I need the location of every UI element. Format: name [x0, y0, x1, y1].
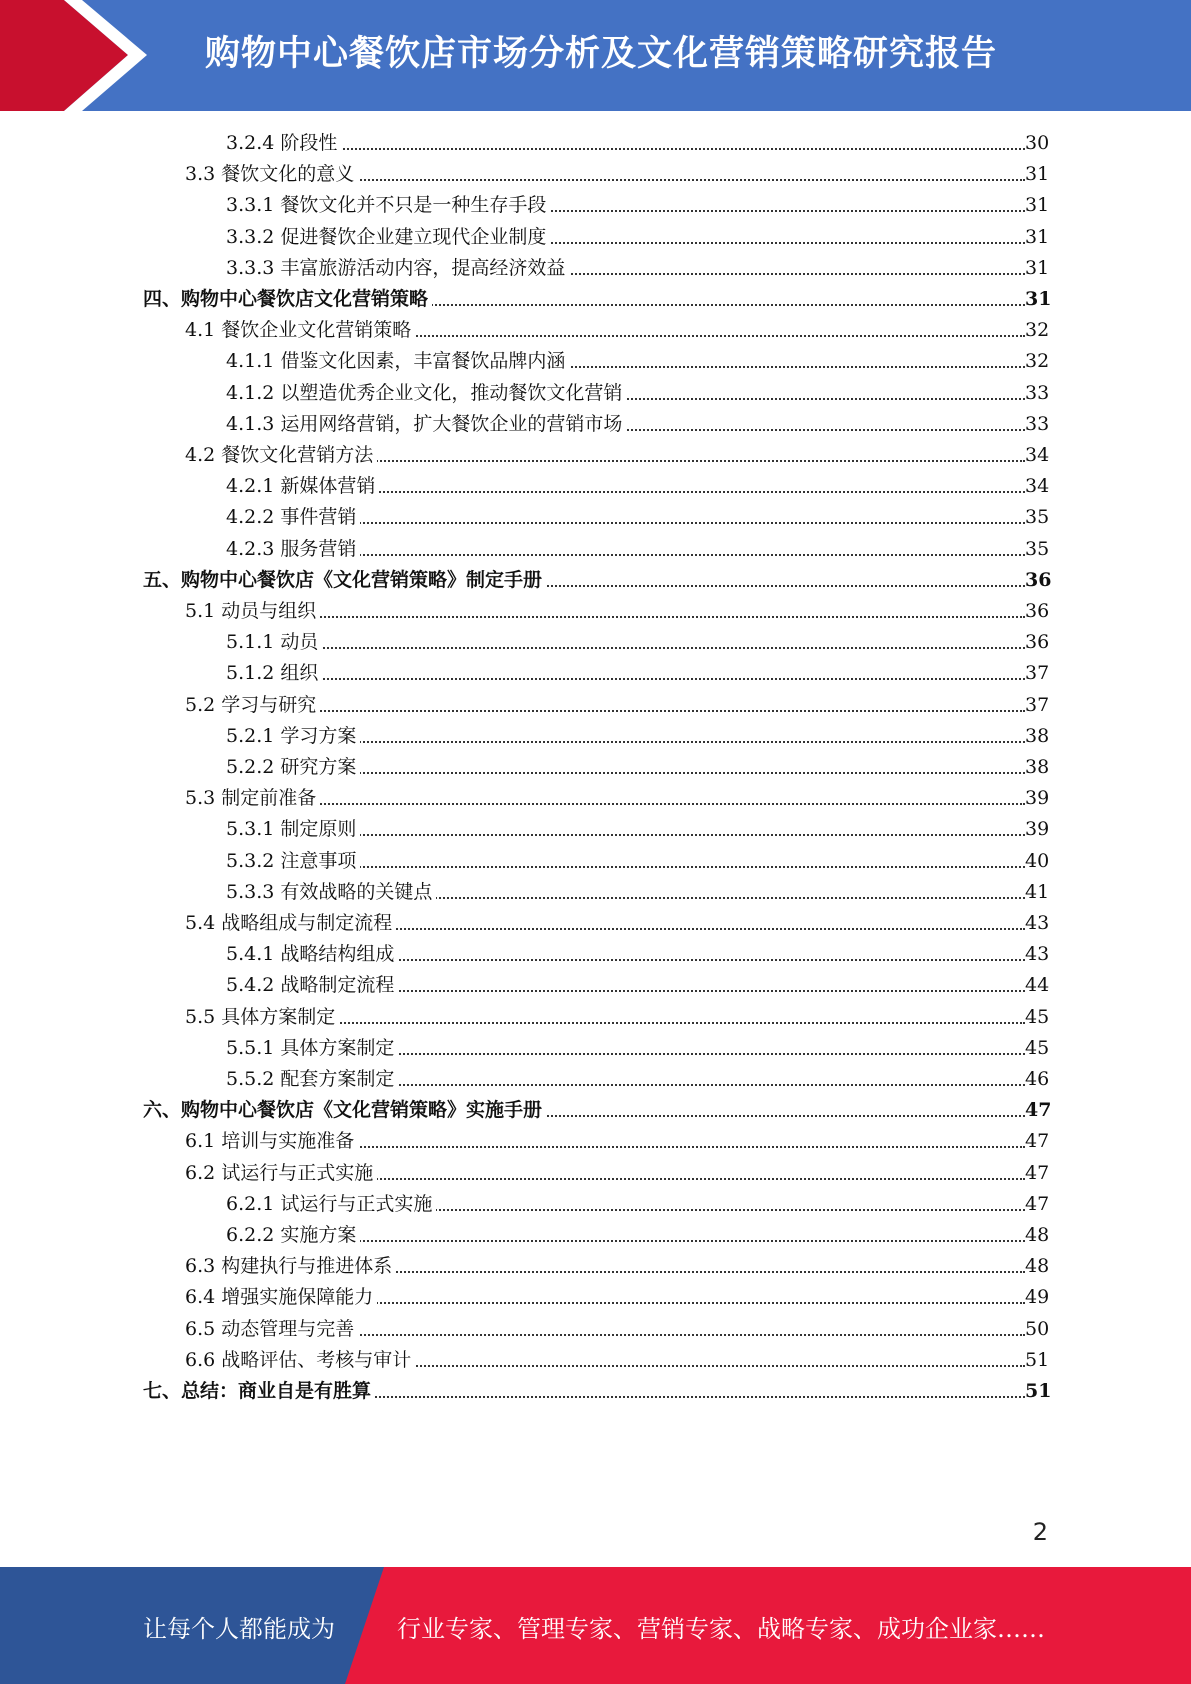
toc-entry-label: 4.1.3 运用网络营销，扩大餐饮企业的营销市场 [226, 409, 626, 440]
toc-entry-page: 44 [1025, 970, 1047, 1001]
toc-entry-label: 六、购物中心餐饮店《文化营销策略》实施手册 [143, 1095, 546, 1126]
toc-entry[interactable] [226, 752, 1050, 783]
toc-entry-label: 3.3.2 促进餐饮企业建立现代企业制度 [226, 222, 550, 253]
toc-entry-page: 45 [1025, 1033, 1047, 1064]
toc-entry-page: 34 [1025, 440, 1047, 471]
toc-entry[interactable] [143, 565, 1052, 596]
toc-entry-label: 6.5 动态管理与完善 [185, 1314, 358, 1345]
toc-entry[interactable] [226, 721, 1050, 752]
toc-entry[interactable] [226, 222, 1050, 253]
toc-entry[interactable] [226, 471, 1050, 502]
toc-entry[interactable] [226, 814, 1050, 845]
toc-entry-label: 5.3.1 制定原则 [226, 814, 360, 845]
toc-entry-page: 31 [1025, 284, 1047, 315]
toc-entry-page: 33 [1025, 378, 1047, 409]
toc-entry-label: 4.2.2 事件营销 [226, 502, 360, 533]
toc-entry[interactable] [185, 1126, 1050, 1157]
toc-entry[interactable] [226, 658, 1050, 689]
toc-entry[interactable] [226, 970, 1050, 1001]
toc-entry[interactable] [226, 1033, 1050, 1064]
toc-entry-page: 47 [1025, 1095, 1047, 1126]
toc-entry-page: 31 [1025, 222, 1047, 253]
toc-entry-page: 39 [1025, 783, 1047, 814]
footer-slogan-left: 让每个人都能成为 [143, 1615, 335, 1643]
toc-entry-label: 5.2.1 学习方案 [226, 721, 360, 752]
toc-entry[interactable] [226, 346, 1050, 377]
toc-entry-page: 31 [1025, 253, 1047, 284]
toc-entry-label: 5.4.1 战略结构组成 [226, 939, 398, 970]
toc-entry-label: 5.3.3 有效战略的关键点 [226, 877, 436, 908]
page-header [0, 0, 1191, 111]
toc-entry-page: 30 [1025, 128, 1047, 159]
toc-entry-page: 35 [1025, 534, 1047, 565]
toc-entry-page: 33 [1025, 409, 1047, 440]
toc-entry-label: 5.3 制定前准备 [185, 783, 320, 814]
footer-slogan-right: 行业专家、管理专家、营销专家、战略专家、成功企业家…… [397, 1615, 1045, 1643]
toc-entry[interactable] [226, 190, 1050, 221]
toc-entry-page: 37 [1025, 658, 1047, 689]
toc-entry-page: 32 [1025, 346, 1047, 377]
toc-entry[interactable] [226, 409, 1050, 440]
toc-entry-page: 38 [1025, 721, 1047, 752]
toc-entry-label: 3.3.1 餐饮文化并不只是一种生存手段 [226, 190, 550, 221]
toc-entry[interactable] [226, 939, 1050, 970]
toc-entry-label: 七、总结：商业自是有胜算 [143, 1376, 375, 1407]
toc-entry[interactable] [185, 1345, 1050, 1376]
toc-entry[interactable] [226, 128, 1050, 159]
toc-entry-page: 32 [1025, 315, 1047, 346]
toc-entry-page: 31 [1025, 159, 1047, 190]
toc-entry-label: 6.1 培训与实施准备 [185, 1126, 358, 1157]
toc-entry-page: 45 [1025, 1002, 1047, 1033]
toc-entry[interactable] [226, 502, 1050, 533]
toc-entry-page: 47 [1025, 1158, 1047, 1189]
toc-entry-page: 49 [1025, 1282, 1047, 1313]
toc-entry-page: 38 [1025, 752, 1047, 783]
toc-entry-label: 6.6 战略评估、考核与审计 [185, 1345, 415, 1376]
toc-leader-dots [226, 148, 1025, 150]
page-footer [0, 1567, 1191, 1684]
toc-entry[interactable] [185, 159, 1050, 190]
toc-entry-page: 46 [1025, 1064, 1047, 1095]
toc-entry[interactable] [226, 1220, 1050, 1251]
toc-entry-page: 31 [1025, 190, 1047, 221]
toc-entry[interactable] [226, 1064, 1050, 1095]
toc-entry-page: 37 [1025, 690, 1047, 721]
toc-entry[interactable] [185, 596, 1050, 627]
toc-entry[interactable] [143, 284, 1052, 315]
toc-entry-label: 6.2.2 实施方案 [226, 1220, 360, 1251]
toc-entry-label: 5.1.2 组织 [226, 658, 322, 689]
toc-entry-page: 41 [1025, 877, 1047, 908]
toc-entry-page: 36 [1025, 596, 1047, 627]
toc-entry[interactable] [185, 440, 1050, 471]
toc-entry-label: 6.3 构建执行与推进体系 [185, 1251, 396, 1282]
toc-entry-label: 6.2.1 试运行与正式实施 [226, 1189, 436, 1220]
toc-entry-label: 5.5 具体方案制定 [185, 1002, 339, 1033]
toc-entry-label: 4.1 餐饮企业文化营销策略 [185, 315, 415, 346]
toc-entry-page: 51 [1025, 1345, 1047, 1376]
toc-entry-label: 4.2.1 新媒体营销 [226, 471, 379, 502]
toc-entry-label: 五、购物中心餐饮店《文化营销策略》制定手册 [143, 565, 546, 596]
toc-leader-dots [226, 678, 1025, 680]
toc-entry[interactable] [226, 627, 1050, 658]
toc-entry-page: 47 [1025, 1126, 1047, 1157]
toc-entry-label: 3.2.4 阶段性 [226, 128, 341, 159]
toc-entry[interactable] [185, 908, 1050, 939]
toc-entry-label: 6.2 试运行与正式实施 [185, 1158, 377, 1189]
toc-entry[interactable] [226, 534, 1050, 565]
toc-entry[interactable] [226, 378, 1050, 409]
toc-entry-page: 43 [1025, 939, 1047, 970]
toc-entry[interactable] [185, 1158, 1050, 1189]
toc-entry[interactable] [185, 690, 1050, 721]
page-number: 2 [1032, 1518, 1048, 1546]
toc-entry[interactable] [226, 846, 1050, 877]
toc-entry-label: 5.4.2 战略制定流程 [226, 970, 398, 1001]
toc-entry[interactable] [226, 253, 1050, 284]
toc-entry-label: 4.2.3 服务营销 [226, 534, 360, 565]
toc-entry-page: 47 [1025, 1189, 1047, 1220]
toc-entry-page: 48 [1025, 1220, 1047, 1251]
toc-leader-dots [226, 647, 1025, 649]
header-red-arrow [0, 0, 128, 111]
toc-entry-label: 5.5.1 具体方案制定 [226, 1033, 398, 1064]
toc-entry-label: 3.3.3 丰富旅游活动内容，提高经济效益 [226, 253, 569, 284]
toc-entry-page: 40 [1025, 846, 1047, 877]
toc-entry-label: 4.2 餐饮文化营销方法 [185, 440, 377, 471]
toc-entry[interactable] [226, 1189, 1050, 1220]
toc-entry-page: 34 [1025, 471, 1047, 502]
toc-entry-label: 4.1.2 以塑造优秀企业文化，推动餐饮文化营销 [226, 378, 626, 409]
toc-entry-label: 6.4 增强实施保障能力 [185, 1282, 377, 1313]
toc-entry-page: 39 [1025, 814, 1047, 845]
toc-entry-page: 36 [1025, 565, 1047, 596]
toc-entry[interactable] [143, 1095, 1052, 1126]
toc-entry-page: 51 [1025, 1376, 1047, 1407]
toc-entry[interactable] [185, 783, 1050, 814]
toc-entry[interactable] [185, 1002, 1050, 1033]
toc-entry-page: 36 [1025, 627, 1047, 658]
toc-entry-label: 5.2.2 研究方案 [226, 752, 360, 783]
toc-entry[interactable] [143, 1376, 1052, 1407]
toc-entry[interactable] [185, 315, 1050, 346]
toc-entry-label: 5.1.1 动员 [226, 627, 322, 658]
toc-entry[interactable] [185, 1314, 1050, 1345]
toc-entry-page: 50 [1025, 1314, 1047, 1345]
toc-entry-page: 48 [1025, 1251, 1047, 1282]
document-title: 购物中心餐饮店市场分析及文化营销策略研究报告 [205, 34, 998, 74]
toc-entry-page: 35 [1025, 502, 1047, 533]
toc-entry-page: 43 [1025, 908, 1047, 939]
toc-entry[interactable] [226, 877, 1050, 908]
toc-entry-label: 5.4 战略组成与制定流程 [185, 908, 396, 939]
toc-entry-label: 5.2 学习与研究 [185, 690, 320, 721]
toc-entry-label: 3.3 餐饮文化的意义 [185, 159, 358, 190]
toc-entry-label: 4.1.1 借鉴文化因素，丰富餐饮品牌内涵 [226, 346, 569, 377]
toc-entry-label: 5.5.2 配套方案制定 [226, 1064, 398, 1095]
toc-entry[interactable] [185, 1251, 1050, 1282]
toc-entry-label: 5.3.2 注意事项 [226, 846, 360, 877]
toc-entry-label: 四、购物中心餐饮店文化营销策略 [143, 284, 432, 315]
toc-entry[interactable] [185, 1282, 1050, 1313]
toc-entry-label: 5.1 动员与组织 [185, 596, 320, 627]
